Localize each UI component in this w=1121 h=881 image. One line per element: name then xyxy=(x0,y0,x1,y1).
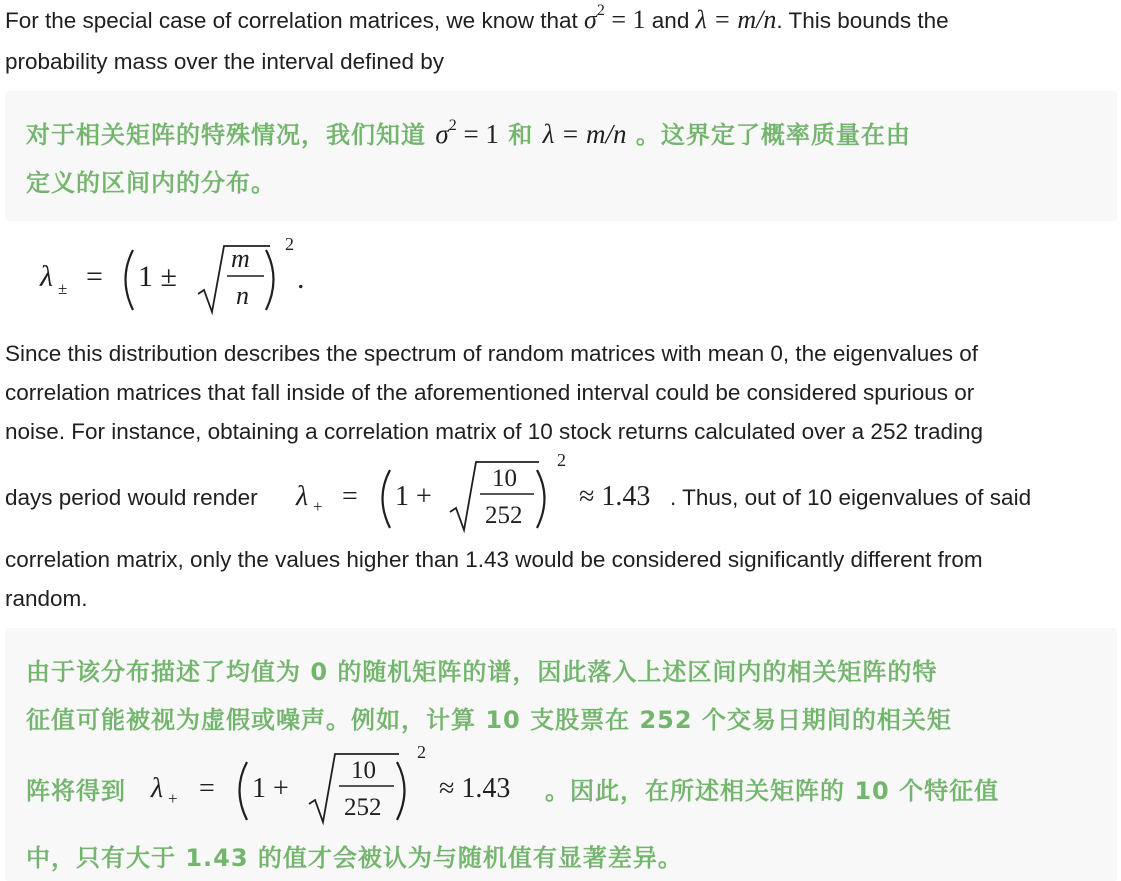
translation-block-1 xyxy=(5,91,1117,221)
formula3-sub: + xyxy=(168,789,178,808)
formula1-eq: = xyxy=(86,260,103,293)
formula1-lambda: λ xyxy=(40,260,53,293)
paragraph-spectrum-line-3: noise. For instance, obtaining a correlation matrix of 10 stock returns calculated over a 252 trading xyxy=(5,419,984,444)
lambda-expression: λ = m/n xyxy=(695,5,777,34)
paragraph-spectrum-line-2: correlation matrices that fall inside of the aforementioned interval could be considered spurious or xyxy=(5,380,975,405)
formula2-num: 10 xyxy=(492,465,517,492)
formula3-eq: = xyxy=(199,773,215,804)
formula2-exp: 2 xyxy=(557,450,566,470)
formula3-approx: ≈ 1.43 xyxy=(439,773,511,804)
paragraph-intro-line2: probability mass over the interval defined by xyxy=(5,49,444,74)
translation-2-formula xyxy=(147,740,547,835)
intro-text: For the special case of correlation matrices, we know that xyxy=(5,8,578,33)
formula-lambda-plus xyxy=(292,448,682,543)
formula2-approx: ≈ 1.43 xyxy=(579,481,651,512)
intro-text-end: . This bounds the xyxy=(776,8,949,33)
translation-block-2 xyxy=(5,628,1117,881)
formula3-exp: 2 xyxy=(417,742,426,762)
sigma-symbol: $\sigma^2 = 1$ xyxy=(584,2,646,34)
translation-2-line-3-end: 。因此，在所述相关矩阵的 10 个特征值 xyxy=(545,777,1000,805)
formula1-den: n xyxy=(236,281,249,310)
translation-1-line-2: 定义的区间内的分布。 xyxy=(26,169,276,197)
formula2-one: 1 + xyxy=(395,481,432,512)
formula1-one: 1 ± xyxy=(138,260,177,293)
formula2-lambda: λ xyxy=(296,481,309,512)
translation-1-line-1: 对于相关矩阵的特殊情况，我们知道 $\sigma^2 = 1$ 和 λ = m/n 。这界定了概率质量在由 xyxy=(26,117,911,149)
formula3-num: 10 xyxy=(351,757,376,784)
translation-2-line-3-start: 阵将得到 xyxy=(26,777,126,805)
formula3-den: 252 xyxy=(344,794,382,821)
formula1-num: m xyxy=(231,244,250,273)
formula1-sub: ± xyxy=(58,279,68,298)
translation-2-line-2: 征值可能被视为虚假或噪声。例如，计算 10 支股票在 252 个交易日期间的相关矩 xyxy=(26,706,952,734)
paragraph-intro xyxy=(5,0,1115,43)
paragraph-spectrum-line-5: correlation matrix, only the values higher than 1.43 would be considered significantly different from xyxy=(5,547,983,572)
translation-2-line-4: 中，只有大于 1.43 的值才会被认为与随机值有显著差异。 xyxy=(26,844,683,872)
and-word: and xyxy=(651,8,690,33)
formula3-one: 1 + xyxy=(252,773,289,804)
paragraph-spectrum-line-4: days period would render xyxy=(5,485,258,510)
paragraph-spectrum-line-1: Since this distribution describes the spectrum of random matrices with mean 0, the eigenvalues of xyxy=(5,341,978,366)
paragraph-spectrum-line-4-end: . Thus, out of 10 eigenvalues of said xyxy=(670,485,1032,510)
formula1-exp: 2 xyxy=(285,234,294,254)
formula2-eq: = xyxy=(342,481,358,512)
paragraph-spectrum-line-6: random. xyxy=(5,586,88,611)
formula1-end: . xyxy=(297,262,305,295)
formula2-sub: + xyxy=(313,497,323,516)
translation-2-line-1: 由于该分布描述了均值为 0 的随机矩阵的谱，因此落入上述区间内的相关矩阵的特 xyxy=(26,658,938,686)
formula3-lambda: λ xyxy=(151,773,164,804)
formula-lambda-bounds xyxy=(38,232,338,327)
formula2-den: 252 xyxy=(485,502,523,529)
